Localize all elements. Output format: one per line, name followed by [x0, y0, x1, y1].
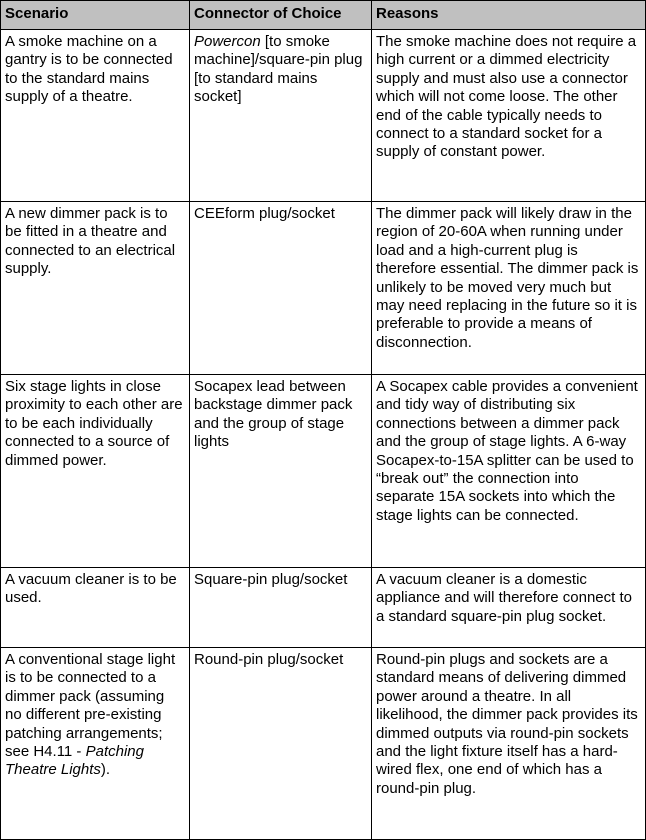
header-scenario: Scenario	[1, 1, 190, 30]
scenario-text: A conventional stage light is to be connected to a dimmer pack (assuming no different pre-existing patching arrangements; see H4.11 -	[5, 651, 176, 761]
connector-cell	[190, 30, 372, 202]
connector-cell: CEEform plug/socket	[190, 202, 372, 375]
header-connector: Connector of Choice	[190, 1, 372, 30]
scenario-cell: A new dimmer pack is to be fitted in a theatre and connected to an electrical supply.	[1, 202, 190, 375]
scenario-cell: Six stage lights in close proximity to each other are to be each individually connected to a source of dimmed power.	[1, 375, 190, 568]
table-row	[1, 648, 646, 840]
scenario-cell: A smoke machine on a gantry is to be connected to the standard mains supply of a theatre.	[1, 30, 190, 202]
reasons-cell: The smoke machine does not require a high current or a dimmed electricity supply and must also use a connector which will not come loose. The other end of the cable typically needs to connect to a standard socket for a supply of constant power.	[372, 30, 646, 202]
scenario-italic: Patching Theatre Lights	[5, 743, 144, 779]
reasons-cell: Round-pin plugs and sockets are a standard means of delivering dimmed power around a theatre. In all likelihood, the dimmer pack provides its dimmed outputs via round-pin sockets and the light fixture itself has a hard-wired flex, one end of which has a round-pin plug.	[372, 648, 646, 840]
scenario-cell	[1, 648, 190, 840]
table-row	[1, 375, 646, 568]
connector-cell: Socapex lead between backstage dimmer pack and the group of stage lights	[190, 375, 372, 568]
reasons-cell: A Socapex cable provides a convenient and tidy way of distributing six connections between a dimmer pack and the group of stage lights. A 6-way Socapex-to-15A splitter can be used to “break out” the connection into separate 15A sockets into which the stage lights can be connected.	[372, 375, 646, 568]
connector-cell: Round-pin plug/socket	[190, 648, 372, 840]
scenario-cell: A vacuum cleaner is to be used.	[1, 568, 190, 648]
connector-text: [to smoke machine]/square-pin plug [to standard mains socket]	[194, 33, 363, 106]
connector-italic: Powercon	[194, 33, 261, 50]
header-row	[1, 1, 646, 30]
reasons-cell: The dimmer pack will likely draw in the region of 20-60A when running under load and a high-current plug is therefore essential. The dimmer pack is unlikely to be moved very much but may need replacing in the future so it is preferable to provide a means of disconnection.	[372, 202, 646, 375]
connector-cell: Square-pin plug/socket	[190, 568, 372, 648]
scenario-text-end: ).	[100, 761, 111, 779]
table-row	[1, 30, 646, 202]
header-reasons: Reasons	[372, 1, 646, 30]
table-row	[1, 202, 646, 375]
table-row	[1, 568, 646, 648]
reasons-cell: A vacuum cleaner is a domestic appliance and will therefore connect to a standard square-pin plug socket.	[372, 568, 646, 648]
